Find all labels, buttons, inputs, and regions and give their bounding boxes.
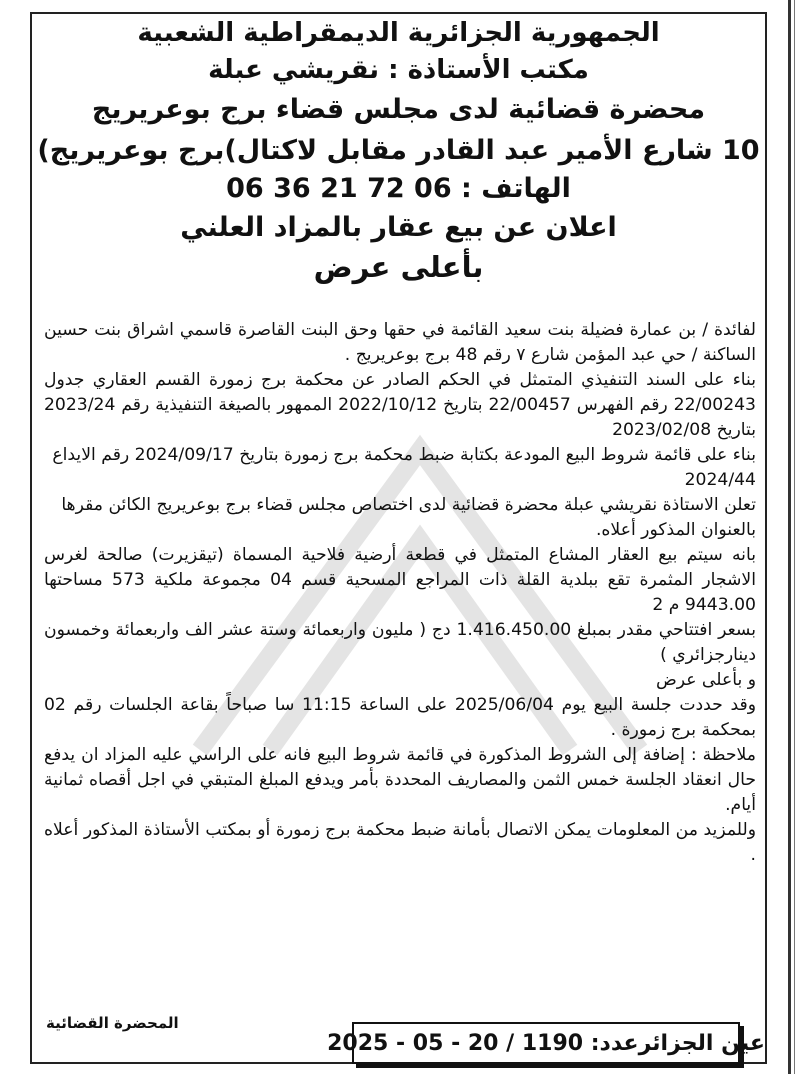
republic-title: الجمهورية الجزائرية الديمقراطية الشعبية bbox=[137, 18, 660, 48]
announcement-subtitle: بأعلى عرض bbox=[313, 249, 484, 284]
page-edge-rule-thin bbox=[794, 0, 795, 1074]
office-name: مكتب الأستاذة : نقريشي عبلة bbox=[208, 55, 589, 86]
note-paragraph: ملاحظة : إضافة إلى الشروط المذكورة في قائمة شروط البيع فانه على الراسي عليه المزاد ان يدفع حال انعقاد الجلسة خمس الثمن والمصاريف المحددة بأمر ويدفع المبلغ المتبقي في اجل أقصاه ثمانية أيام. bbox=[44, 745, 756, 815]
announcement-title: اعلان عن بيع عقار بالمزاد العلني bbox=[180, 211, 617, 243]
bailiff-announcement-paragraph: تعلن الاستاذة نقريشي عبلة محضرة قضائية لدى اختصاص مجلس قضاء برج بوعريريج الكائن مقرها bbox=[61, 495, 756, 515]
enforcement-title-paragraph: بناء على السند التنفيذي المتمثل في الحكم الصادر عن محكمة برج زمورة القسم العقاري جدول 22/00243 رقم الفهرس 22/00457 بتاريخ 2022/10/12 الممهور بالصيغة التنفيذية رقم 2023/24 بتاريخ 2023/02/08 bbox=[44, 370, 756, 440]
publication-reference-box bbox=[327, 1022, 765, 1064]
highest-bid-line: و بأعلى عرض bbox=[655, 670, 756, 690]
opening-price-paragraph: بسعر افتتاحي مقدر بمبلغ 1.416.450.00 دج ( مليون واربعمائة وستة عشر الف واربعمائة وخمسون دينارجزائري ) bbox=[44, 620, 756, 665]
announcement-header bbox=[36, 14, 761, 285]
sale-conditions-paragraph: بناء على قائمة شروط البيع المودعة بكتابة ضبط محكمة برج زمورة بتاريخ 2024/09/17 رقم الايداع bbox=[52, 445, 756, 465]
session-date-paragraph: وقد حددت جلسة البيع يوم 2025/06/04 على الساعة 11:15 سا صباحاً بقاعة الجلسات رقم 02 بمحكمة برج زمورة . bbox=[44, 695, 757, 740]
page-edge-rule bbox=[788, 0, 791, 1074]
signature-label: المحضرة القضائية bbox=[46, 1014, 179, 1032]
bailiff-title: محضرة قضائية لدى مجلس قضاء برج بوعريريج bbox=[91, 94, 706, 126]
publication-reference: عين الجزائرعدد: 1190 / 20 - 05 - 2025 bbox=[327, 1030, 765, 1056]
deposit-number: 2024/44 bbox=[684, 470, 756, 490]
office-address: 10 شارع الأمير عبد القادر مقابل لاكتال)برج بوعريريج) bbox=[37, 134, 760, 166]
property-description-paragraph: بانه سيتم بيع العقار المشاع المتمثل في قطعة أرضية فلاحية المسماة (تيقزيرت) صالحة لغرس الاشجار المثمرة تقع ببلدية القلة ذات المراجع المسحية قسم 04 مجموعة ملكية 573 مساحتها 9443.00 م 2 bbox=[44, 545, 756, 615]
announcement-body bbox=[44, 318, 756, 868]
beneficiary-paragraph: لفائدة / بن عمارة فضيلة بنت سعيد القائمة في حقها وحق البنت القاصرة قاسمي اشراق بنت حسين الساكنة / حي عبد المؤمن شارع ٧ رقم 48 برج بوعريريج . bbox=[44, 320, 756, 365]
address-reference: بالعنوان المذكور أعلاه. bbox=[595, 520, 756, 540]
contact-paragraph: وللمزيد من المعلومات يمكن الاتصال بأمانة ضبط محكمة برج زمورة أو بمكتب الأستاذة المذكور أعلاه . bbox=[44, 820, 756, 865]
phone-number: الهاتف : 06 72 21 36 06 bbox=[226, 173, 571, 205]
